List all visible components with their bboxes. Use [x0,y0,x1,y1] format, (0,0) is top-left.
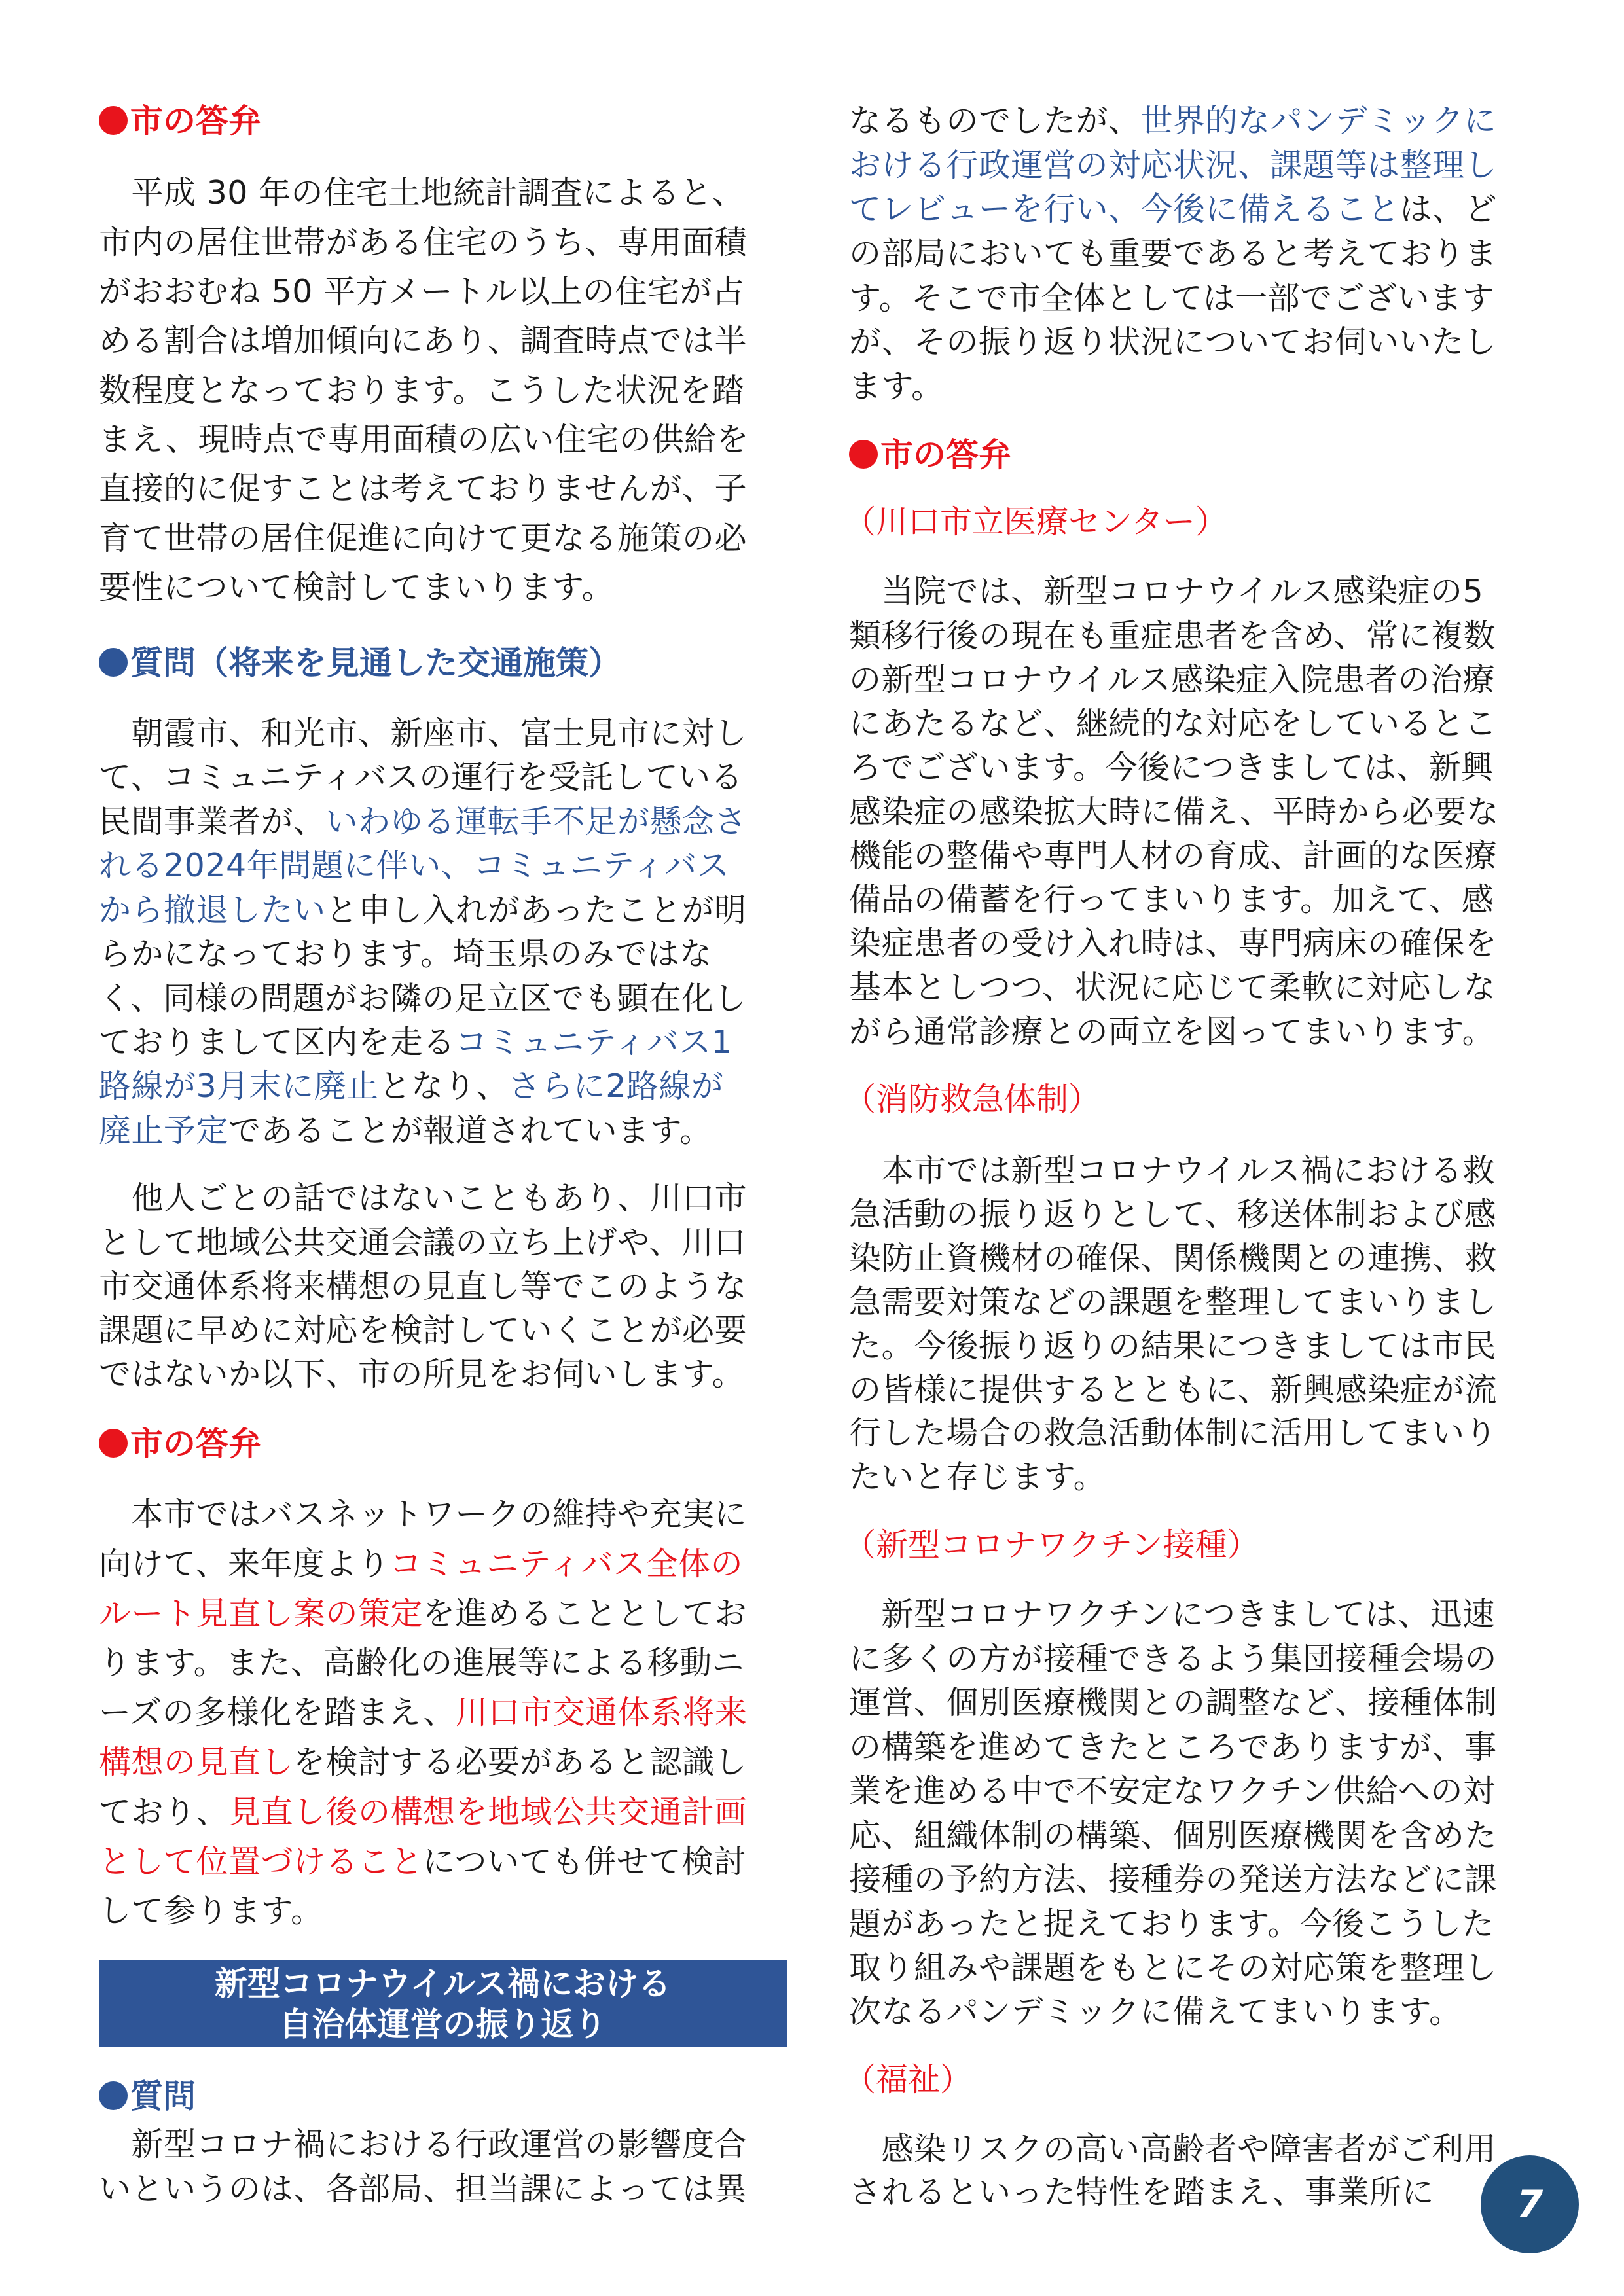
paragraph-line [99,1643,744,1683]
body-text: ろでございます。今後につきましては、新興 [849,749,1494,787]
paragraph-line [99,1495,747,1534]
body-text: 応、組織体制の構築、個別医療機関を含めた [849,1816,1498,1854]
body-text: は、ど [1399,190,1498,228]
paragraph-line [849,1640,1497,1679]
body-text: 本市では新型コロナウイルス禍における救 [849,1151,1496,1189]
body-text: 運営、個別医療機関との調整など、接種体制 [849,1684,1498,1722]
paragraph-line [99,1693,748,1732]
body-text: 機能の整備や専門人材の育成、計画的な医療 [849,836,1498,874]
body-text: となり、 [378,1067,509,1105]
body-text: た。今後振り返りの結果につきましては市民 [849,1327,1497,1365]
section-banner [99,1960,787,2047]
body-text: める割合は増加傾向にあり、調査時点では半 [99,322,748,360]
paragraph-line [849,660,1495,700]
paragraph-line [849,1683,1497,1723]
bullet-dot-icon [99,106,128,135]
body-text: 新型コロナワクチンにつきましては、迅速 [849,1596,1495,1634]
paragraph-line [99,568,614,607]
body-text: 他人ごとの話ではないこともあり、川口市 [99,1179,748,1217]
body-text: 染症患者の受け入れ時は、専門病床の確保を [849,925,1498,963]
paragraph-line [99,935,712,974]
highlight-text-red: 構想の見直し [99,1744,294,1781]
body-text: 当院では、新型コロナウイルス感染症の5 [849,573,1484,611]
paragraph-line [99,1545,743,1584]
paragraph-line [99,2170,747,2209]
body-text: 感染症の感染拡大時に備え、平時から必要な [849,793,1499,831]
highlight-text-blue: いわゆる運転手不足が懸念さ [325,802,748,840]
banner-title-line: 新型コロナウイルス禍における [215,1964,671,2003]
paragraph-line [99,1179,747,1218]
heading-text: 市の答弁 [130,1424,261,1463]
heading-text: 市の答弁 [880,435,1011,474]
body-text: ーズの多様化を踏まえ、 [99,1694,456,1732]
body-text: ておりまして区内を走る [99,1024,456,1062]
paragraph-line [849,1327,1496,1366]
body-text: を進めることとしてお [423,1594,748,1632]
body-text: 接種の予約方法、接種券の発送方法などに課 [849,1861,1498,1899]
body-text: 直接的に促すことは考えておりませんが、子 [99,470,748,508]
paragraph-line [99,758,743,797]
paragraph-line [849,101,1496,141]
body-text: 急活動の振り返りとして、移送体制および感 [849,1195,1497,1233]
highlight-text-red: 見直し後の構想を地域公共交通計画 [228,1793,748,1831]
paragraph-line [849,793,1499,832]
body-text: まえ、現時点で専用面積の広い住宅の供給を [99,421,749,459]
paragraph-line [849,279,1494,318]
body-text: 育て世帯の居住促進に向けて更なる施策の必 [99,519,748,557]
body-text: 基本としつつ、状況に応じて柔軟に対応しな [849,969,1496,1007]
body-text: の新型コロナウイルス感染症入院患者の治療 [849,660,1496,698]
paragraph-line [849,1151,1495,1191]
paragraph-line [849,1595,1495,1634]
paragraph-line [99,2125,747,2164]
paragraph-line [849,924,1497,963]
body-text: たいと存じます。 [849,1458,1106,1496]
highlight-text-blue: 廃止予定 [99,1111,229,1149]
body-text: ます。 [849,367,944,405]
paragraph-line [849,1458,1106,1497]
highlight-text-blue: おける行政運営の対応状況、課題等は整理し [849,146,1498,184]
body-text: の皆様に提供するとともに、新興感染症が流 [849,1371,1498,1408]
body-text: なるものでしたが、 [849,101,1141,139]
paragraph-line [99,846,729,886]
body-text: して参ります。 [99,1892,323,1930]
body-text: 課題に早めに対応を検討していくことが必要 [99,1312,748,1350]
body-text: に多くの方が接種できるよう集団接種会場の [849,1640,1498,1677]
highlight-text-blue: から撤退したい [99,891,326,929]
paragraph-line [849,1371,1497,1410]
paragraph-line [99,1111,712,1151]
body-text: についても併せて検討 [423,1842,747,1880]
body-text: 次なるパンデミックに備えてまいります。 [849,1993,1462,2031]
paragraph-line [849,748,1494,787]
paragraph-line [849,1414,1497,1453]
paragraph-line [99,1594,747,1634]
highlight-text-blue: コミュニティバス1 [455,1024,732,1062]
paragraph-line [849,880,1494,920]
body-text: 市内の居住世帯がある住宅のうち、専用面積 [99,223,748,261]
paragraph-line [99,1842,746,1882]
paragraph-line [99,891,747,930]
body-text: を検討する必要があると認識し [293,1744,748,1781]
answer-heading [99,101,261,141]
body-text: 行した場合の救急活動体制に活用してまいり [849,1414,1498,1452]
paragraph-line [849,2130,1496,2169]
highlight-text-red: として位置づけること [99,1842,424,1880]
paragraph-line [849,836,1497,876]
paragraph-line [99,979,746,1018]
page-number-badge: 7 [1481,2155,1579,2253]
body-text: 業を進める中で不安定なワクチン供給への対 [849,1772,1496,1810]
paragraph-line [849,572,1483,611]
section-subheading: （消防救急体制） [844,1081,1101,1119]
paragraph-line [99,272,745,312]
body-text: の部局においても重要であると考えておりま [849,234,1498,272]
paragraph-line [849,1860,1497,1899]
highlight-text-red: 川口市交通体系将来 [456,1694,748,1732]
body-text: いというのは、各部局、担当課によっては異 [99,2170,748,2208]
body-text: 平成 30 年の住宅土地統計調査によると、 [99,174,745,212]
paragraph-line [99,1267,747,1306]
answer-heading [849,435,1011,475]
bullet-dot-icon [99,648,128,677]
body-text: として地域公共交通会議の立ち上げや、川口 [99,1223,747,1261]
body-text: す。そこで市全体としては一部でございます [849,279,1495,317]
body-text: 類移行後の現在も重症患者を含め、常に複数 [849,617,1496,655]
paragraph-line [849,146,1497,185]
body-text: ります。また、高齢化の進展等による移動ニ [99,1644,745,1682]
body-text: ではないか以下、市の所見をお伺いします。 [99,1355,745,1393]
paragraph-line [849,234,1497,274]
banner-title-line: 自治体運営の振り返り [279,2005,607,2043]
bullet-dot-icon [99,1429,128,1458]
highlight-text-red: コミュニティバス全体の [389,1545,744,1583]
paragraph-line [849,190,1497,229]
body-text: がら通常診療との両立を図ってまいります。 [849,1013,1495,1050]
body-text: 向けて、来年度より [99,1545,390,1583]
bullet-dot-icon [849,440,878,469]
body-text: 数程度となっております。こうした状況を踏 [99,371,745,409]
paragraph-line [99,802,747,842]
paragraph-line [849,367,944,406]
heading-text: 市の答弁 [130,101,261,140]
heading-text: 質問（将来を見通した交通施策） [130,643,621,682]
body-text: されるといった特性を踏まえ、事業所に [849,2174,1434,2212]
paragraph-line [99,469,747,509]
body-text: 急需要対策などの課題を整理してまいりまし [849,1283,1498,1321]
paragraph-line [99,1892,323,1931]
paragraph-line [849,1992,1462,2032]
bullet-dot-icon [99,2081,128,2110]
paragraph-line [99,173,745,213]
paragraph-line [99,223,747,262]
paragraph-line [849,1195,1496,1234]
paragraph-line [849,1948,1497,1988]
paragraph-line [849,2173,1434,2212]
body-text: であることが報道されています。 [228,1111,712,1149]
paragraph-line [849,968,1496,1007]
paragraph-line [849,1816,1497,1856]
body-text: 市交通体系将来構想の見直し等でこのような [99,1267,748,1305]
paragraph-line [99,1311,747,1350]
paragraph-line [99,1223,746,1263]
paragraph-line [99,1355,744,1394]
body-text: 題があったと捉えております。今後こうした [849,1905,1494,1943]
paragraph-line [849,704,1497,744]
paragraph-line [99,420,749,459]
paragraph-line [849,323,1496,362]
paragraph-line [849,1772,1496,1811]
body-text: く、同様の問題がお隣の足立区でも顕在化し [99,979,747,1017]
highlight-text-blue: れる2024年問題に伴い、コミュニティバス [99,847,730,885]
paragraph-line [849,1728,1497,1767]
section-subheading: （川口市立医療センター） [844,503,1228,541]
body-text: ており、 [99,1793,229,1831]
body-text: の構築を進めてきたところでありますが、事 [849,1728,1497,1766]
question-heading [99,643,621,683]
body-text: と申し入れがあったことが明 [325,891,747,929]
section-subheading: （福祉） [844,2060,973,2098]
answer-heading [99,1424,261,1463]
paragraph-line [99,1067,723,1106]
body-text: 民間事業者が、 [99,802,326,840]
body-text: がおおむね 50 平方メートル以上の住宅が占 [99,273,745,311]
question-heading [99,2077,196,2116]
body-text: 取り組みや課題をもとにその対応策を整理し [849,1948,1498,1986]
highlight-text-red: ルート見直し案の策定 [99,1594,424,1632]
body-text: 新型コロナ禍における行政運営の影響度合 [99,2126,748,2164]
heading-text: 質問 [130,2077,196,2115]
body-text: らかになっております。埼玉県のみではな [99,935,712,973]
body-text: て、コミュニティバスの運行を受託している [99,759,744,797]
paragraph-line [99,321,747,361]
paragraph-line [99,519,747,558]
body-text: 備品の備蓄を行ってまいります。加えて、感 [849,880,1494,918]
body-text: 要性について検討してまいります。 [99,569,615,607]
body-text: 朝霞市、和光市、新座市、富士見市に対し [99,714,748,752]
highlight-text-blue: 路線が3月末に廃止 [99,1067,379,1105]
paragraph-line [99,1743,747,1782]
body-text: 本市ではバスネットワークの維持や充実に [99,1496,748,1534]
body-text: 感染リスクの高い高齢者や障害者がご利用 [849,2130,1497,2168]
paragraph-line [849,1905,1494,1944]
highlight-text-blue: さらに2路線が [508,1067,724,1105]
paragraph-line [99,1793,747,1832]
paragraph-line [99,371,744,410]
paragraph-line [99,714,747,753]
paragraph-line [849,617,1496,656]
body-text: が、その振り返り状況についてお伺いいたし [849,323,1497,361]
body-text: にあたるなど、継続的な対応をしているとこ [849,705,1498,743]
paragraph-line [849,1283,1497,1322]
highlight-text-blue: 世界的なパンデミックに [1140,101,1497,139]
paragraph-line [849,1013,1494,1052]
section-subheading: （新型コロナワクチン接種） [844,1526,1259,1564]
highlight-text-blue: てレビューを行い、今後に備えること [849,190,1400,228]
body-text: 染防止資機材の確保、関係機関との連携、救 [849,1239,1498,1277]
paragraph-line [99,1023,732,1062]
paragraph-line [849,1239,1497,1278]
